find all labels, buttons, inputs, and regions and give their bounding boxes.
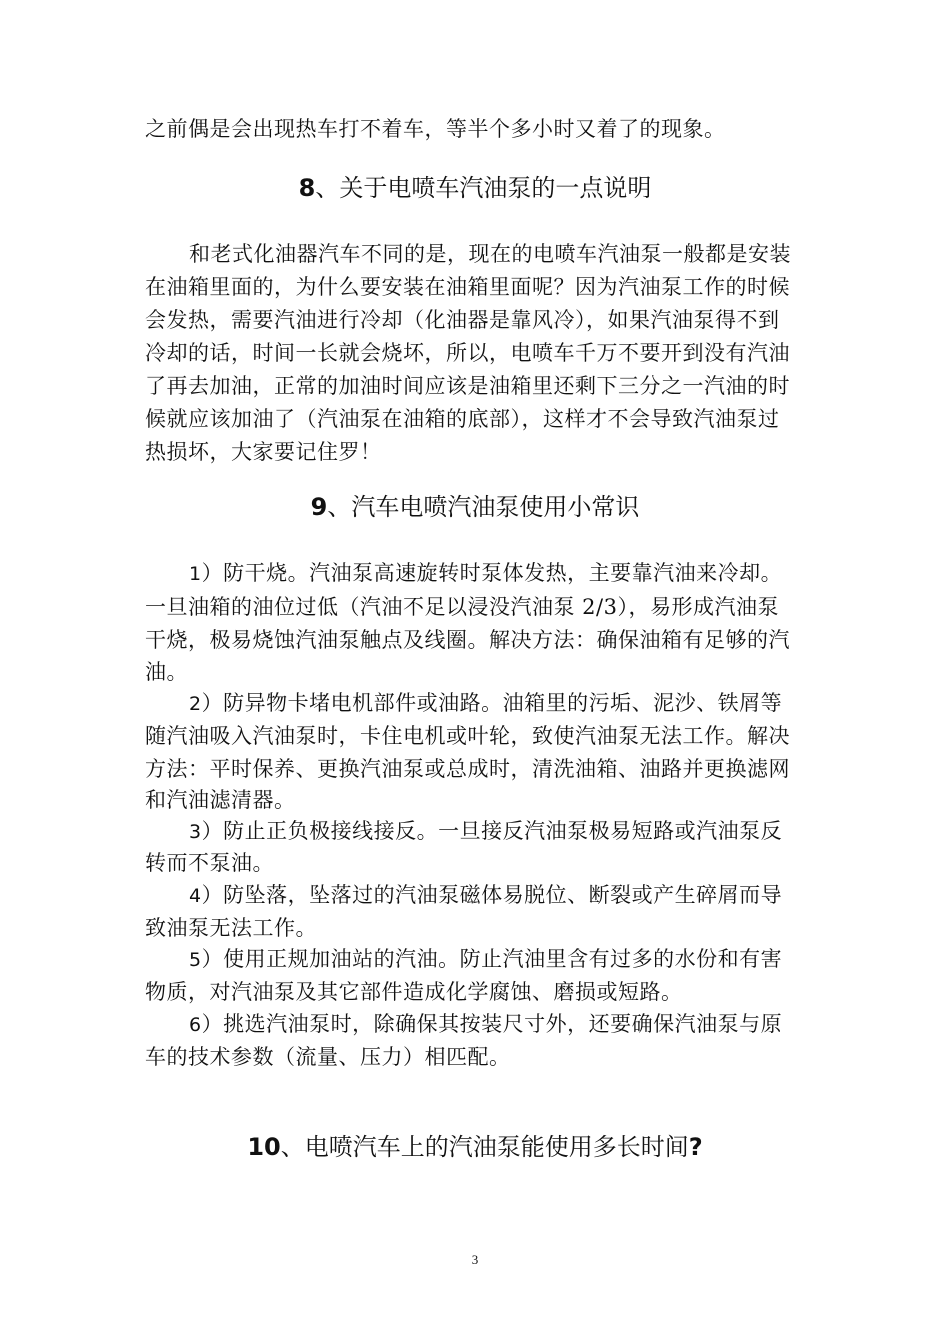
tip-item-5-line — [189, 949, 782, 970]
page-number: 3 — [471, 1252, 479, 1267]
section-8-line: 和老式化油器汽车不同的是，现在的电喷车汽油泵一般都是安装 — [189, 242, 791, 266]
tip-item-3-line: 转而不泵油。 — [145, 851, 274, 875]
tip-number: 4 — [189, 885, 202, 907]
tip-text: ）防异物卡堵电机部件或油路。油箱里的污垢、泥沙、铁屑等 — [201, 691, 783, 715]
tip-number: 1 — [189, 563, 202, 585]
tip-text: ）使用正规加油站的汽油。防止汽油里含有过多的水份和有害 — [201, 947, 783, 971]
tip-number: 6 — [189, 1014, 202, 1036]
intro-line: 之前偶是会出现热车打不着车，等半个多小时又着了的现象。 — [145, 117, 726, 141]
section-8-title: 、关于电喷车汽油泵的一点说明 — [315, 174, 652, 202]
tip-item-1-line — [189, 563, 782, 584]
tip-item-4-line: 致油泵无法工作。 — [145, 916, 317, 940]
tip-item-2-line: 方法：平时保养、更换汽油泵或总成时，清洗油箱、油路并更换滤网 — [145, 757, 790, 781]
tip-number: 2 — [189, 693, 202, 715]
tip-item-6-line: 车的技术参数（流量、压力）相匹配。 — [145, 1045, 511, 1069]
tip-text: ）防干烧。汽油泵高速旋转时泵体发热，主要靠汽油来冷却。 — [201, 561, 783, 585]
section-8-line: 热损坏，大家要记住罗！ — [145, 440, 382, 464]
section-10-number: 10 — [247, 1133, 281, 1161]
tip-number: 5 — [189, 949, 202, 971]
section-9-title: 、汽车电喷汽油泵使用小常识 — [327, 493, 640, 521]
section-9-heading — [0, 495, 950, 519]
section-8-line: 会发热，需要汽油进行冷却（化油器是靠风冷），如果汽油泵得不到 — [145, 308, 780, 332]
section-10-question-mark: ? — [688, 1133, 703, 1161]
tip-text: ）防止正负极接线接反。一旦接反汽油泵极易短路或汽油泵反 — [201, 819, 783, 843]
tip-item-2-line: 和汽油滤清器。 — [145, 788, 296, 812]
section-9-number: 9 — [310, 493, 328, 521]
tip-item-2-line — [189, 693, 782, 714]
section-8-number: 8 — [298, 174, 316, 202]
tip-number: 3 — [189, 821, 202, 843]
tip-item-1-line: 一旦油箱的油位过低（汽油不足以浸没汽油泵 2/3），易形成汽油泵 — [145, 595, 779, 619]
tip-item-3-line — [189, 821, 782, 842]
tip-item-4-line — [189, 885, 782, 906]
tip-text: ）挑选汽油泵时，除确保其按装尺寸外，还要确保汽油泵与原 — [201, 1012, 783, 1036]
section-8-line: 在油箱里面的，为什么要安装在油箱里面呢？因为汽油泵工作的时候 — [145, 275, 790, 299]
tip-item-1-line: 油。 — [145, 660, 188, 684]
section-10-title: 、电喷汽车上的汽油泵能使用多长时间 — [280, 1133, 689, 1161]
tip-text: ）防坠落，坠落过的汽油泵磁体易脱位、断裂或产生碎屑而导 — [201, 883, 783, 907]
section-10-heading — [0, 1135, 950, 1159]
tip-item-6-line — [189, 1014, 782, 1035]
tip-item-1-line: 干烧，极易烧蚀汽油泵触点及线圈。解决方法：确保油箱有足够的汽 — [145, 628, 790, 652]
section-8-heading — [0, 176, 950, 200]
tip-item-5-line: 物质，对汽油泵及其它部件造成化学腐蚀、磨损或短路。 — [145, 980, 683, 1004]
section-8-line: 了再去加油，正常的加油时间应该是油箱里还剩下三分之一汽油的时 — [145, 374, 790, 398]
section-8-line: 候就应该加油了（汽油泵在油箱的底部），这样才不会导致汽油泵过 — [145, 407, 780, 431]
section-8-line: 冷却的话，时间一长就会烧坏，所以，电喷车千万不要开到没有汽油 — [145, 341, 790, 365]
tip-item-2-line: 随汽油吸入汽油泵时，卡住电机或叶轮，致使汽油泵无法工作。解决 — [145, 724, 790, 748]
